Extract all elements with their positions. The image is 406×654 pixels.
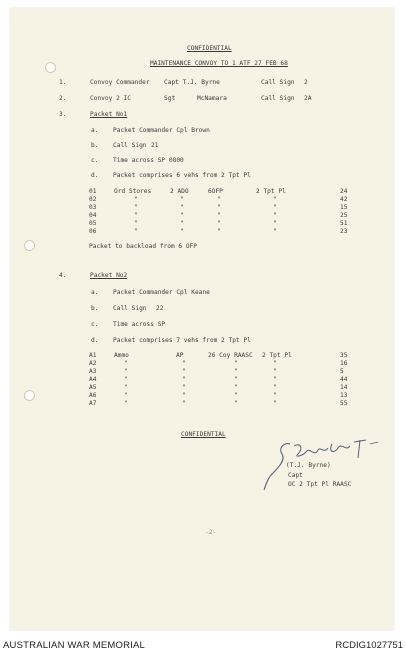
table-cell: " [273,212,277,219]
table-cell: 2 Tpt Pl [256,188,286,195]
classification-footer: CONFIDENTIAL [181,431,226,438]
packet-2-callsign: 22 [156,305,164,312]
table-cell: 23 [340,228,348,235]
table-cell: " [134,196,138,203]
item-2-name: McNamara [197,95,227,102]
table-cell: 51 [340,220,348,227]
table-cell: " [273,368,277,375]
packet-1-time: Time across SP 0800 [113,157,184,164]
item-2-callsign: 2A [304,95,312,102]
document-title: MAINTENANCE CONVOY TO 1 ATF 27 FEB 68 [150,60,288,67]
packet-1-a-letter: a. [91,127,99,134]
table-cell: 55 [340,400,348,407]
table-cell: " [273,228,277,235]
packet-2-heading: Packet No2 [90,272,128,279]
table-cell: " [273,204,277,211]
table-cell: " [182,392,186,399]
packet-2-a-letter: a. [91,289,99,296]
packet-1-note: Packet to backload from 6 OFP [89,243,198,250]
item-2-rank: Sgt [164,95,176,102]
packet-1-d-letter: d. [91,172,99,179]
table-cell: " [217,196,221,203]
packet-1-b-letter: b. [91,142,99,149]
table-cell: 35 [340,352,348,359]
packet-1-heading: Packet No1 [90,111,128,118]
signatory-rank: Capt [288,472,303,479]
signatory-name: (T.J. Byrne) [286,462,331,469]
table-cell: " [180,212,184,219]
archive-id: RCDIG1027751 [335,640,403,651]
table-cell: " [124,360,128,367]
archive-name: AUSTRALIAN WAR MEMORIAL [3,640,146,651]
table-cell: " [217,228,221,235]
table-cell: " [180,204,184,211]
table-cell: " [134,220,138,227]
page-number: -2- [205,529,217,536]
table-cell: " [182,400,186,407]
table-cell: " [124,400,128,407]
packet-1-callsign: 21 [151,142,159,149]
table-cell: 6OFP [208,188,223,195]
packet-1-composition: Packet comprises 6 vehs from 2 Tpt Pl [113,172,251,179]
table-cell: " [124,384,128,391]
table-cell: " [234,392,238,399]
table-cell: AP [176,352,184,359]
packet-2-c-letter: c. [91,321,99,328]
table-cell: " [273,384,277,391]
table-cell: " [273,196,277,203]
table-cell: " [234,400,238,407]
item-4-number: 4. [59,272,67,279]
table-cell: A2 [89,360,97,367]
item-2-callsign-label: Call Sign [261,95,295,102]
table-cell: " [134,228,138,235]
table-cell: " [273,400,277,407]
table-cell: " [273,360,277,367]
table-cell: " [180,220,184,227]
table-cell: " [217,204,221,211]
table-cell: A1 [89,352,97,359]
item-1-callsign-label: Call Sign [261,79,295,86]
table-cell: " [273,392,277,399]
item-3-number: 3. [59,111,67,118]
table-cell: 26 Coy RAASC [208,352,253,359]
table-cell: " [180,228,184,235]
table-cell: 01 [89,188,97,195]
table-cell: " [124,392,128,399]
table-cell: 5 [340,368,344,375]
table-cell: 02 [89,196,97,203]
table-cell: A5 [89,384,97,391]
table-cell: " [234,360,238,367]
packet-1-commander: Packet Commander Cpl Brown [113,127,210,134]
table-cell: " [273,376,277,383]
table-cell: 15 [340,204,348,211]
table-cell: " [124,376,128,383]
packet-2-callsign-label: Call Sign [113,305,147,312]
table-cell: " [180,196,184,203]
table-cell: " [124,368,128,375]
table-cell: Ammo [114,352,129,359]
table-cell: 06 [89,228,97,235]
table-cell: 04 [89,212,97,219]
packet-2-d-letter: d. [91,337,99,344]
packet-1-c-letter: c. [91,157,99,164]
table-cell: " [217,212,221,219]
packet-1-callsign-label: Call Sign [113,142,147,149]
table-cell: 2 Tpt Pl [262,352,292,359]
table-cell: " [234,368,238,375]
table-cell: " [182,368,186,375]
table-cell: 14 [340,384,348,391]
item-1-role: Convoy Commander [90,79,150,86]
item-1-name: Capt T.J. Byrne [164,79,220,86]
packet-2-time: Time across SP [113,321,166,328]
packet-2-b-letter: b. [91,305,99,312]
table-cell: 25 [340,212,348,219]
table-cell: " [234,376,238,383]
table-cell: A6 [89,392,97,399]
archive-footer [0,632,406,654]
classification-header: CONFIDENTIAL [187,45,232,52]
table-cell: A7 [89,400,97,407]
table-cell: " [182,384,186,391]
table-cell: " [182,376,186,383]
punch-hole-middle [24,240,35,251]
item-2-role: Convoy 2 IC [90,95,131,102]
packet-2-composition: Packet comprises 7 vehs from 2 Tpt Pl [113,337,251,344]
table-cell: " [134,212,138,219]
table-cell: " [234,384,238,391]
table-cell: 03 [89,204,97,211]
table-cell: 24 [340,188,348,195]
punch-hole-bottom [24,390,35,401]
item-1-number: 1. [59,79,67,86]
table-cell: 44 [340,376,348,383]
table-cell: 16 [340,360,348,367]
packet-2-commander: Packet Commander Cpl Keane [113,289,210,296]
table-cell: A3 [89,368,97,375]
table-cell: 42 [340,196,348,203]
signatory-unit: OC 2 Tpt Pl RAASC [288,481,352,488]
table-cell: 13 [340,392,348,399]
table-cell: " [217,220,221,227]
table-cell: 2 ADO [170,188,189,195]
table-cell: " [273,220,277,227]
table-cell: A4 [89,376,97,383]
item-1-callsign: 2 [304,79,308,86]
table-cell: " [182,360,186,367]
punch-hole-top [45,62,56,73]
table-cell: " [134,204,138,211]
table-cell: Ord Stores [114,188,152,195]
table-cell: 05 [89,220,97,227]
item-2-number: 2. [59,95,67,102]
